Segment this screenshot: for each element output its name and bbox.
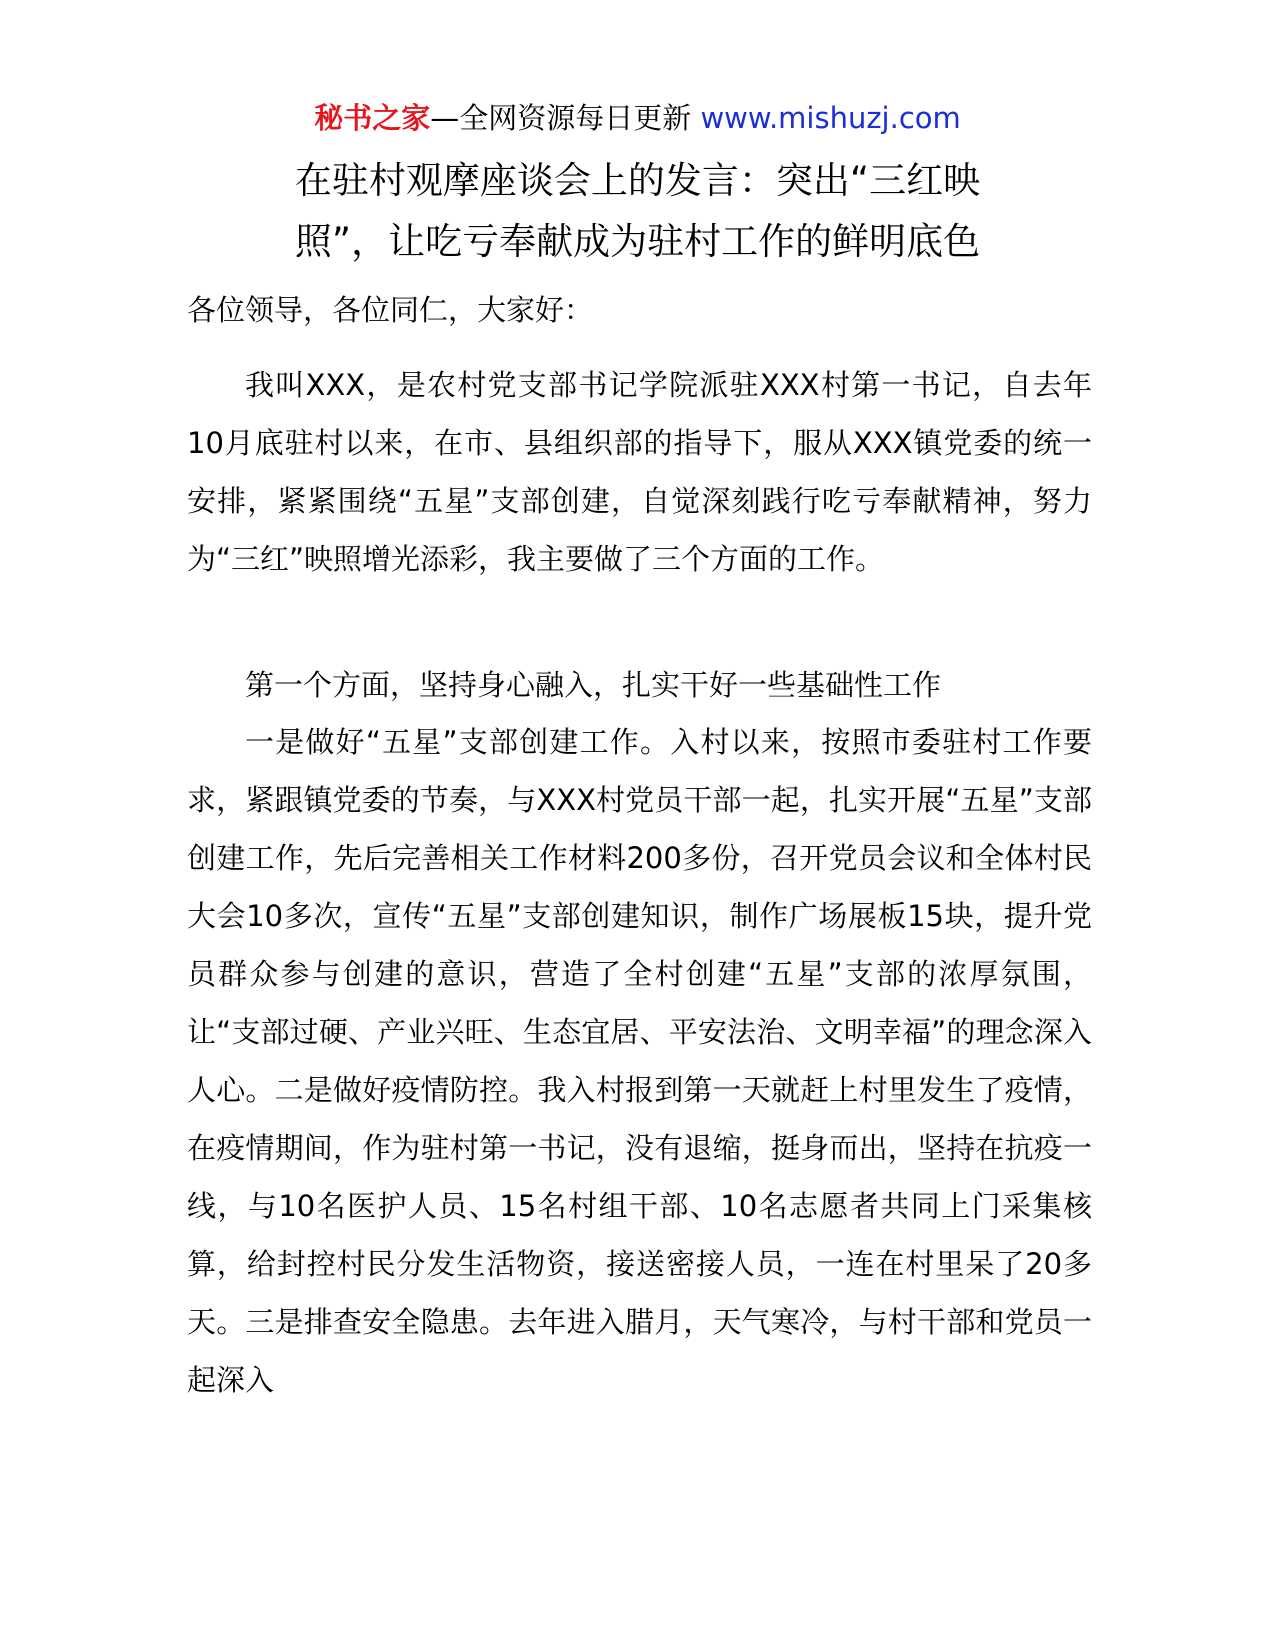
- site-header: [0, 98, 1275, 138]
- paragraph-body: 一是做好“五星”支部创建工作。入村以来，按照市委驻村工作要求，紧跟镇党委的节奏，与XXX村党员干部一起，扎实开展“五星”支部创建工作，先后完善相关工作材料200多份，召开党员会议和全体村民大会10多次，宣传“五星”支部创建知识，制作广场展板15块，提升党员群众参与创建的意识，营造了全村创建“五星”支部的浓厚氛围，让“支部过硬、产业兴旺、生态宜居、平安法治、文明幸福”的理念深入人心。二是做好疫情防控。我入村报到第一天就赶上村里发生了疫情，在疫情期间，作为驻村第一书记，没有退缩，挺身而出，坚持在抗疫一线，与10名医护人员、15名村组干部、10名志愿者共同上门采集核算，给封控村民分发生活物资，接送密接人员，一连在村里呆了20多天。三是排查安全隐患。去年进入腊月，天气寒冷，与村干部和党员一起深入: [187, 725, 1092, 1397]
- document-title: [0, 150, 1275, 272]
- title-line-2: 照”，让吃亏奉献成为驻村工作的鲜明底色: [294, 220, 981, 263]
- section-heading: 第一个方面，坚持身心融入，扎实干好一些基础性工作: [245, 668, 942, 702]
- greeting: 各位领导，各位同仁，大家好：: [187, 293, 594, 327]
- brand-name: 秘书之家: [314, 101, 431, 135]
- title-line-1: 在驻村观摩座谈会上的发言：突出“三红映: [294, 159, 981, 202]
- header-tagline: —全网资源每日更新: [430, 101, 701, 135]
- site-url-link[interactable]: www.mishuzj.com: [700, 101, 961, 135]
- paragraph-intro: 我叫XXX，是农村党支部书记学院派驻XXX村第一书记，自去年10月底驻村以来，在市、县组织部的指导下，服从XXX镇党委的统一安排，紧紧围绕“五星”支部创建，自觉深刻践行吃亏奉献精神，努力为“三红”映照增光添彩，我主要做了三个方面的工作。: [187, 368, 1092, 576]
